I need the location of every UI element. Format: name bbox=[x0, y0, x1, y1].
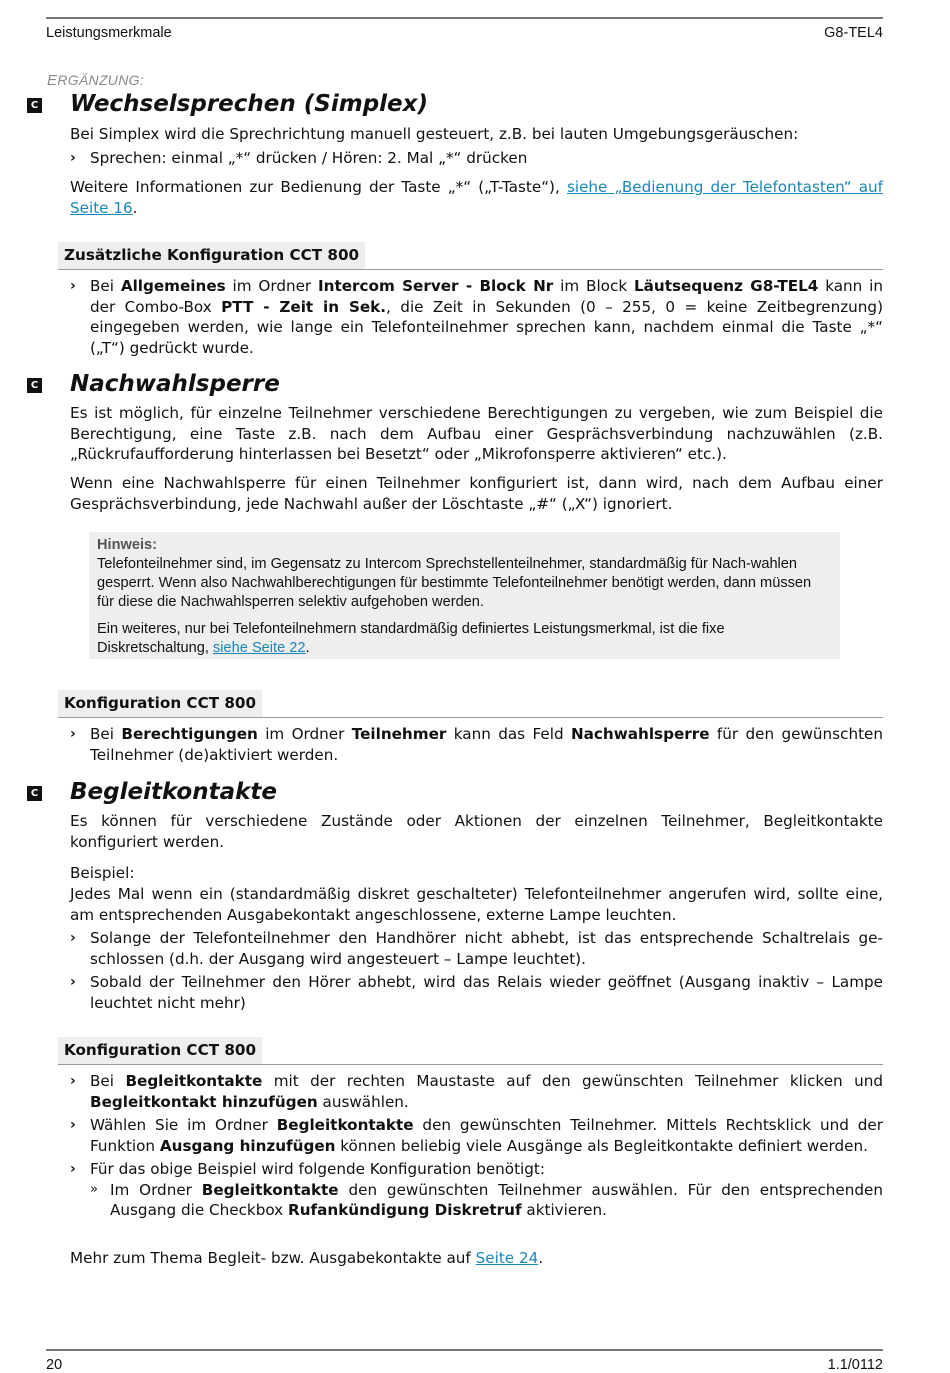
supplement-label: ERGÄNZUNG: bbox=[47, 72, 145, 89]
config-header-title: Konfiguration CCT 800 bbox=[58, 690, 262, 717]
simplex-intro: Bei Simplex wird die Sprechrichtung manuell gesteuert, z.B. bei lauten Umgebungsgeräuschen: bbox=[70, 125, 799, 143]
list-item: › Solange der Telefonteilnehmer den Handhörer nicht abhebt, ist das entsprechende Schaltrelais ge-schlossen (d.h. der Ausgang wird angesteuert – Lampe leuchtet). bbox=[70, 929, 883, 968]
page-header bbox=[46, 17, 883, 41]
list-item: › Bei Allgemeines im Ordner Intercom Server - Block Nr im Block Läutsequenz G8-TEL4 kann in der Combo-Box PTT - Zeit in Sek., die Zeit in Sekunden (0 – 255, 0 = keine Zeitbegrenzung) eingegeben werden, wie lange ein Telefonteilnehmer sprechen kann, nachdem einmal die Taste „*“ („T“) gedrückt wurde. bbox=[70, 277, 883, 357]
config-header-title: Zusätzliche Konfiguration CCT 800 bbox=[58, 242, 365, 269]
section-marker-icon: C bbox=[27, 98, 42, 113]
bullet-arrow-icon: › bbox=[70, 278, 76, 294]
bullet-arrow-icon: › bbox=[70, 930, 76, 946]
hint-paragraph-1: Telefonteilnehmer sind, im Gegensatz zu Intercom Sprechstellenteilnehmer, standardmäßig für Nach-wahlen gesperrt. Wenn also Nachwahlberechtigungen für bestimmte Telefonteilnehmer benötigt werden, dann müssen für diese die Nachwahlsperren selektiv aufgehoben werden. bbox=[97, 556, 812, 610]
link-seite-22[interactable]: siehe Seite 22 bbox=[213, 640, 306, 656]
list-item: › Sobald der Teilnehmer den Hörer abhebt, wird das Relais wieder geöffnet (Ausgang inaktiv – Lampe leuchtet nicht mehr) bbox=[70, 973, 883, 1012]
nachwahlsperre-paragraph-1: Es ist möglich, für einzelne Teilnehmer verschiedene Berechtigungen zu vergeben, wie zum Beispiel die Berechtigung, eine Taste z.B. nach dem Aufbau einer Gesprächsverbindung nachzuwählen (z.B. „Rückrufaufforderung hinterlassen bei Besetzt“ oder „Mikrofonsperre aktivieren“ etc.). bbox=[70, 404, 883, 463]
link-bedienung-telefontasten[interactable]: siehe „Bedienung der Telefontasten“ auf Seite 16 bbox=[70, 178, 883, 217]
sub-list-item: » Im Ordner Begleitkontakte den gewünschten Teilnehmer auswählen. Für den entsprechenden Ausgang die Checkbox Rufankündigung Diskretruf aktivieren. bbox=[90, 1180, 884, 1219]
config-header-bar bbox=[58, 1037, 883, 1065]
hint-box bbox=[89, 532, 840, 659]
page-number: 20 bbox=[46, 1357, 63, 1373]
example-label: Beispiel: bbox=[70, 864, 135, 882]
list-item: › Sprechen: einmal „*“ drücken / Hören: 2. Mal „*“ drücken bbox=[70, 149, 528, 167]
config-header-bar bbox=[58, 690, 883, 718]
list-item: › Für das obige Beispiel wird folgende Konfiguration benötigt: » Im Ordner Begleitkontakte den gewünschten Teilnehmer auswählen. Für den entsprechenden Ausgang die Checkbox Rufankündigung Diskretruf aktivieren. bbox=[70, 1160, 884, 1219]
nachwahlsperre-paragraph-2: Wenn eine Nachwahlsperre für einen Teilnehmer konfiguriert ist, dann wird, nach dem Aufbau einer Gesprächsverbindung, jede Nachwahl außer der Löschtaste „#“ („X“) ignoriert. bbox=[70, 474, 883, 513]
bullet-arrow-icon: › bbox=[70, 150, 76, 166]
document-version: 1.1/0112 bbox=[827, 1357, 883, 1373]
config-header-bar bbox=[58, 242, 883, 270]
begleitkontakte-intro: Es können für verschiedene Zustände oder Aktionen der einzelnen Teilnehmer, Begleitkontakte konfiguriert werden. bbox=[70, 812, 883, 851]
section-heading-begleitkontakte: Begleitkontakte bbox=[70, 779, 278, 805]
section-heading-nachwahlsperre: Nachwahlsperre bbox=[70, 371, 280, 397]
link-seite-24[interactable]: Seite 24 bbox=[475, 1249, 539, 1267]
header-product-name: G8-TEL4 bbox=[824, 25, 883, 41]
section-marker-icon: C bbox=[27, 378, 42, 393]
header-section-title: Leistungsmerkmale bbox=[46, 25, 172, 41]
hint-paragraph-2: Ein weiteres, nur bei Telefonteilnehmern standardmäßig definiertes Leistungsmerkmal, ist die fixe Diskretschaltung, siehe Seite 22. bbox=[97, 621, 725, 656]
config3-list bbox=[70, 1071, 883, 1221]
begleitkontakte-more-info: Mehr zum Thema Begleit- bzw. Ausgabekontakte auf Seite 24. bbox=[70, 1249, 544, 1267]
page-footer bbox=[46, 1349, 883, 1373]
section-heading-simplex: Wechselsprechen (Simplex) bbox=[70, 91, 428, 117]
config2-list bbox=[70, 724, 883, 765]
example-bullet-list bbox=[70, 928, 883, 1013]
bullet-arrow-icon: › bbox=[70, 726, 76, 742]
section-marker-icon: C bbox=[27, 786, 42, 801]
bullet-arrow-icon: › bbox=[70, 1117, 76, 1133]
sub-bullet-arrow-icon: » bbox=[90, 1181, 98, 1197]
sub-list bbox=[90, 1180, 883, 1221]
list-item: › Bei Begleitkontakte mit der rechten Maustaste auf den gewünschten Teilnehmer klicken und Begleitkontakt hinzufügen auswählen. bbox=[70, 1072, 883, 1111]
bullet-arrow-icon: › bbox=[70, 1161, 76, 1177]
list-item: › Bei Berechtigungen im Ordner Teilnehmer kann das Feld Nachwahlsperre für den gewünschten Teilnehmer (de)aktiviert werden. bbox=[70, 725, 883, 764]
bullet-arrow-icon: › bbox=[70, 1073, 76, 1089]
bullet-arrow-icon: › bbox=[70, 974, 76, 990]
list-item: › Wählen Sie im Ordner Begleitkontakte den gewünschten Teilnehmer. Mittels Rechtsklick und der Funktion Ausgang hinzufügen können beliebig viele Ausgänge als Begleitkontakte definiert werden. bbox=[70, 1116, 883, 1155]
example-text: Jedes Mal wenn ein (standardmäßig diskret geschalteter) Telefonteilnehmer angerufen wird, sollte eine, am entsprechenden Ausgabekontakt angeschlossene, externe Lampe leuchten. bbox=[70, 885, 883, 924]
config1-list bbox=[70, 276, 883, 358]
simplex-bullet-list bbox=[70, 148, 883, 169]
config-header-title: Konfiguration CCT 800 bbox=[58, 1037, 262, 1064]
simplex-more-info: Weitere Informationen zur Bedienung der Taste „*“ („T-Taste“), siehe „Bedienung der Telefontasten“ auf Seite 16. bbox=[70, 178, 883, 217]
hint-title: Hinweis: bbox=[97, 537, 158, 553]
